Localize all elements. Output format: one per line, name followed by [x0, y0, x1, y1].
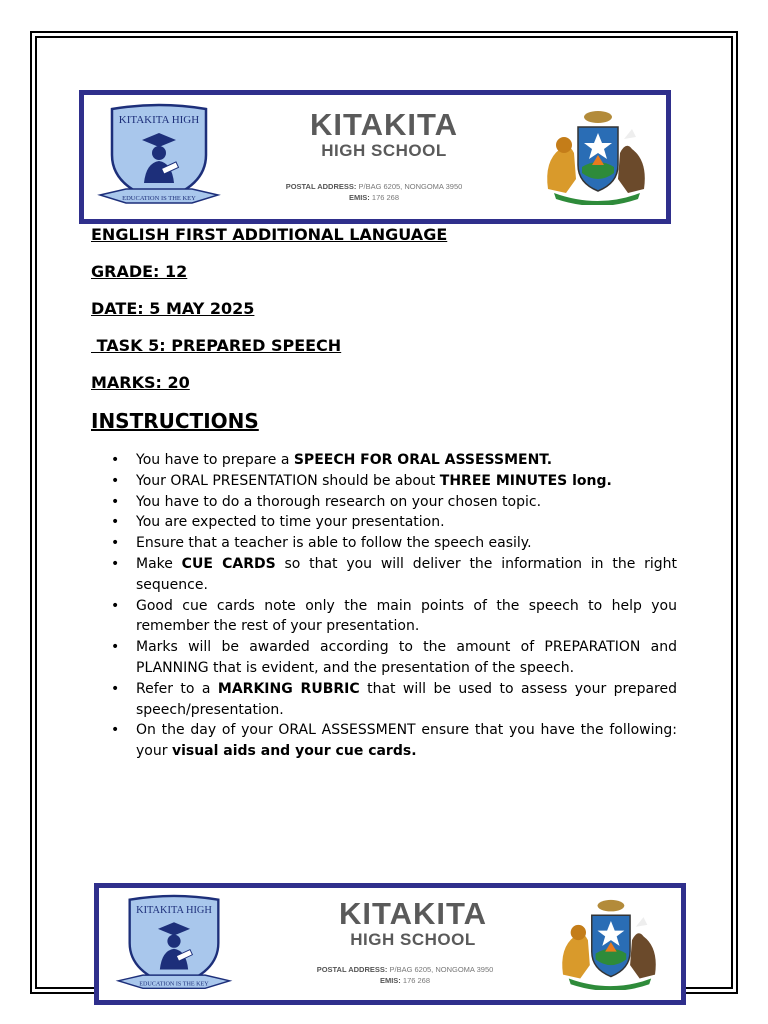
emis-value: 176 268: [371, 193, 400, 202]
crest-text-top: KITAKITA HIGH: [136, 904, 212, 916]
school-name: [313, 898, 513, 950]
list-item: • You have to prepare a SPEECH FOR ORAL ASSESSMENT.: [111, 452, 553, 468]
school-name-line2: HIGH SCHOOL: [350, 930, 476, 949]
marks-heading: MARKS: 20: [91, 373, 190, 392]
list-item: • Marks will be awarded according to the amount of PREPARATION and PLANNING that is evident, and the presentation of the speech.: [111, 639, 677, 676]
emis-label: EMIS:: [379, 976, 401, 985]
school-crest-icon: [96, 103, 222, 209]
school-letterhead-top: [79, 90, 671, 224]
crest-motto: EDUCATION IS THE KEY: [139, 981, 209, 988]
school-crest-icon: [111, 894, 237, 994]
postal-address: [244, 181, 504, 203]
school-letterhead-bottom: [94, 883, 686, 1005]
grade-heading: GRADE: 12: [91, 262, 188, 281]
instructions-title: INSTRUCTIONS: [91, 409, 259, 433]
list-item: • You are expected to time your presentation.: [111, 514, 445, 531]
list-item: • Make CUE CARDS so that you will deliver the information in the right sequence.: [111, 555, 677, 593]
crest-motto: EDUCATION IS THE KEY: [122, 195, 196, 202]
school-name-line2: HIGH SCHOOL: [321, 141, 447, 160]
postal-value: P/BAG 6205, NONGOMA 3950: [358, 182, 463, 191]
coat-of-arms-icon: [553, 898, 665, 990]
date-heading: DATE: 5 MAY 2025: [91, 299, 255, 318]
coat-of-arms-icon: [540, 109, 652, 205]
subject-heading: ENGLISH FIRST ADDITIONAL LANGUAGE: [91, 225, 448, 244]
instructions-list: [105, 450, 677, 762]
postal-label: POSTAL ADDRESS:: [316, 965, 388, 974]
list-item: • Your ORAL PRESENTATION should be about THREE MINUTES long.: [111, 472, 612, 489]
postal-value: P/BAG 6205, NONGOMA 3950: [389, 965, 494, 974]
emis-label: EMIS:: [348, 193, 370, 202]
crest-text-top: KITAKITA HIGH: [118, 114, 200, 126]
postal-label: POSTAL ADDRESS:: [285, 182, 357, 191]
task-heading: TASK 5: PREPARED SPEECH: [91, 336, 342, 355]
list-item: • On the day of your ORAL ASSESSMENT ensure that you have the following: your visual aids and your cue cards.: [111, 722, 677, 760]
list-item: • Good cue cards note only the main points of the speech to help you remember the rest of your presentation.: [111, 597, 677, 635]
list-item: • Ensure that a teacher is able to follow the speech easily.: [111, 535, 532, 552]
school-name-line1: KITAKITA: [338, 896, 488, 931]
list-item: • You have to do a thorough research on your chosen topic.: [111, 493, 542, 510]
emis-value: 176 268: [402, 976, 431, 985]
postal-address: [275, 964, 535, 986]
list-item: • Refer to a MARKING RUBRIC that will be used to assess your prepared speech/presentation.: [111, 680, 677, 718]
school-name: [284, 109, 484, 161]
school-name-line1: KITAKITA: [309, 107, 459, 142]
